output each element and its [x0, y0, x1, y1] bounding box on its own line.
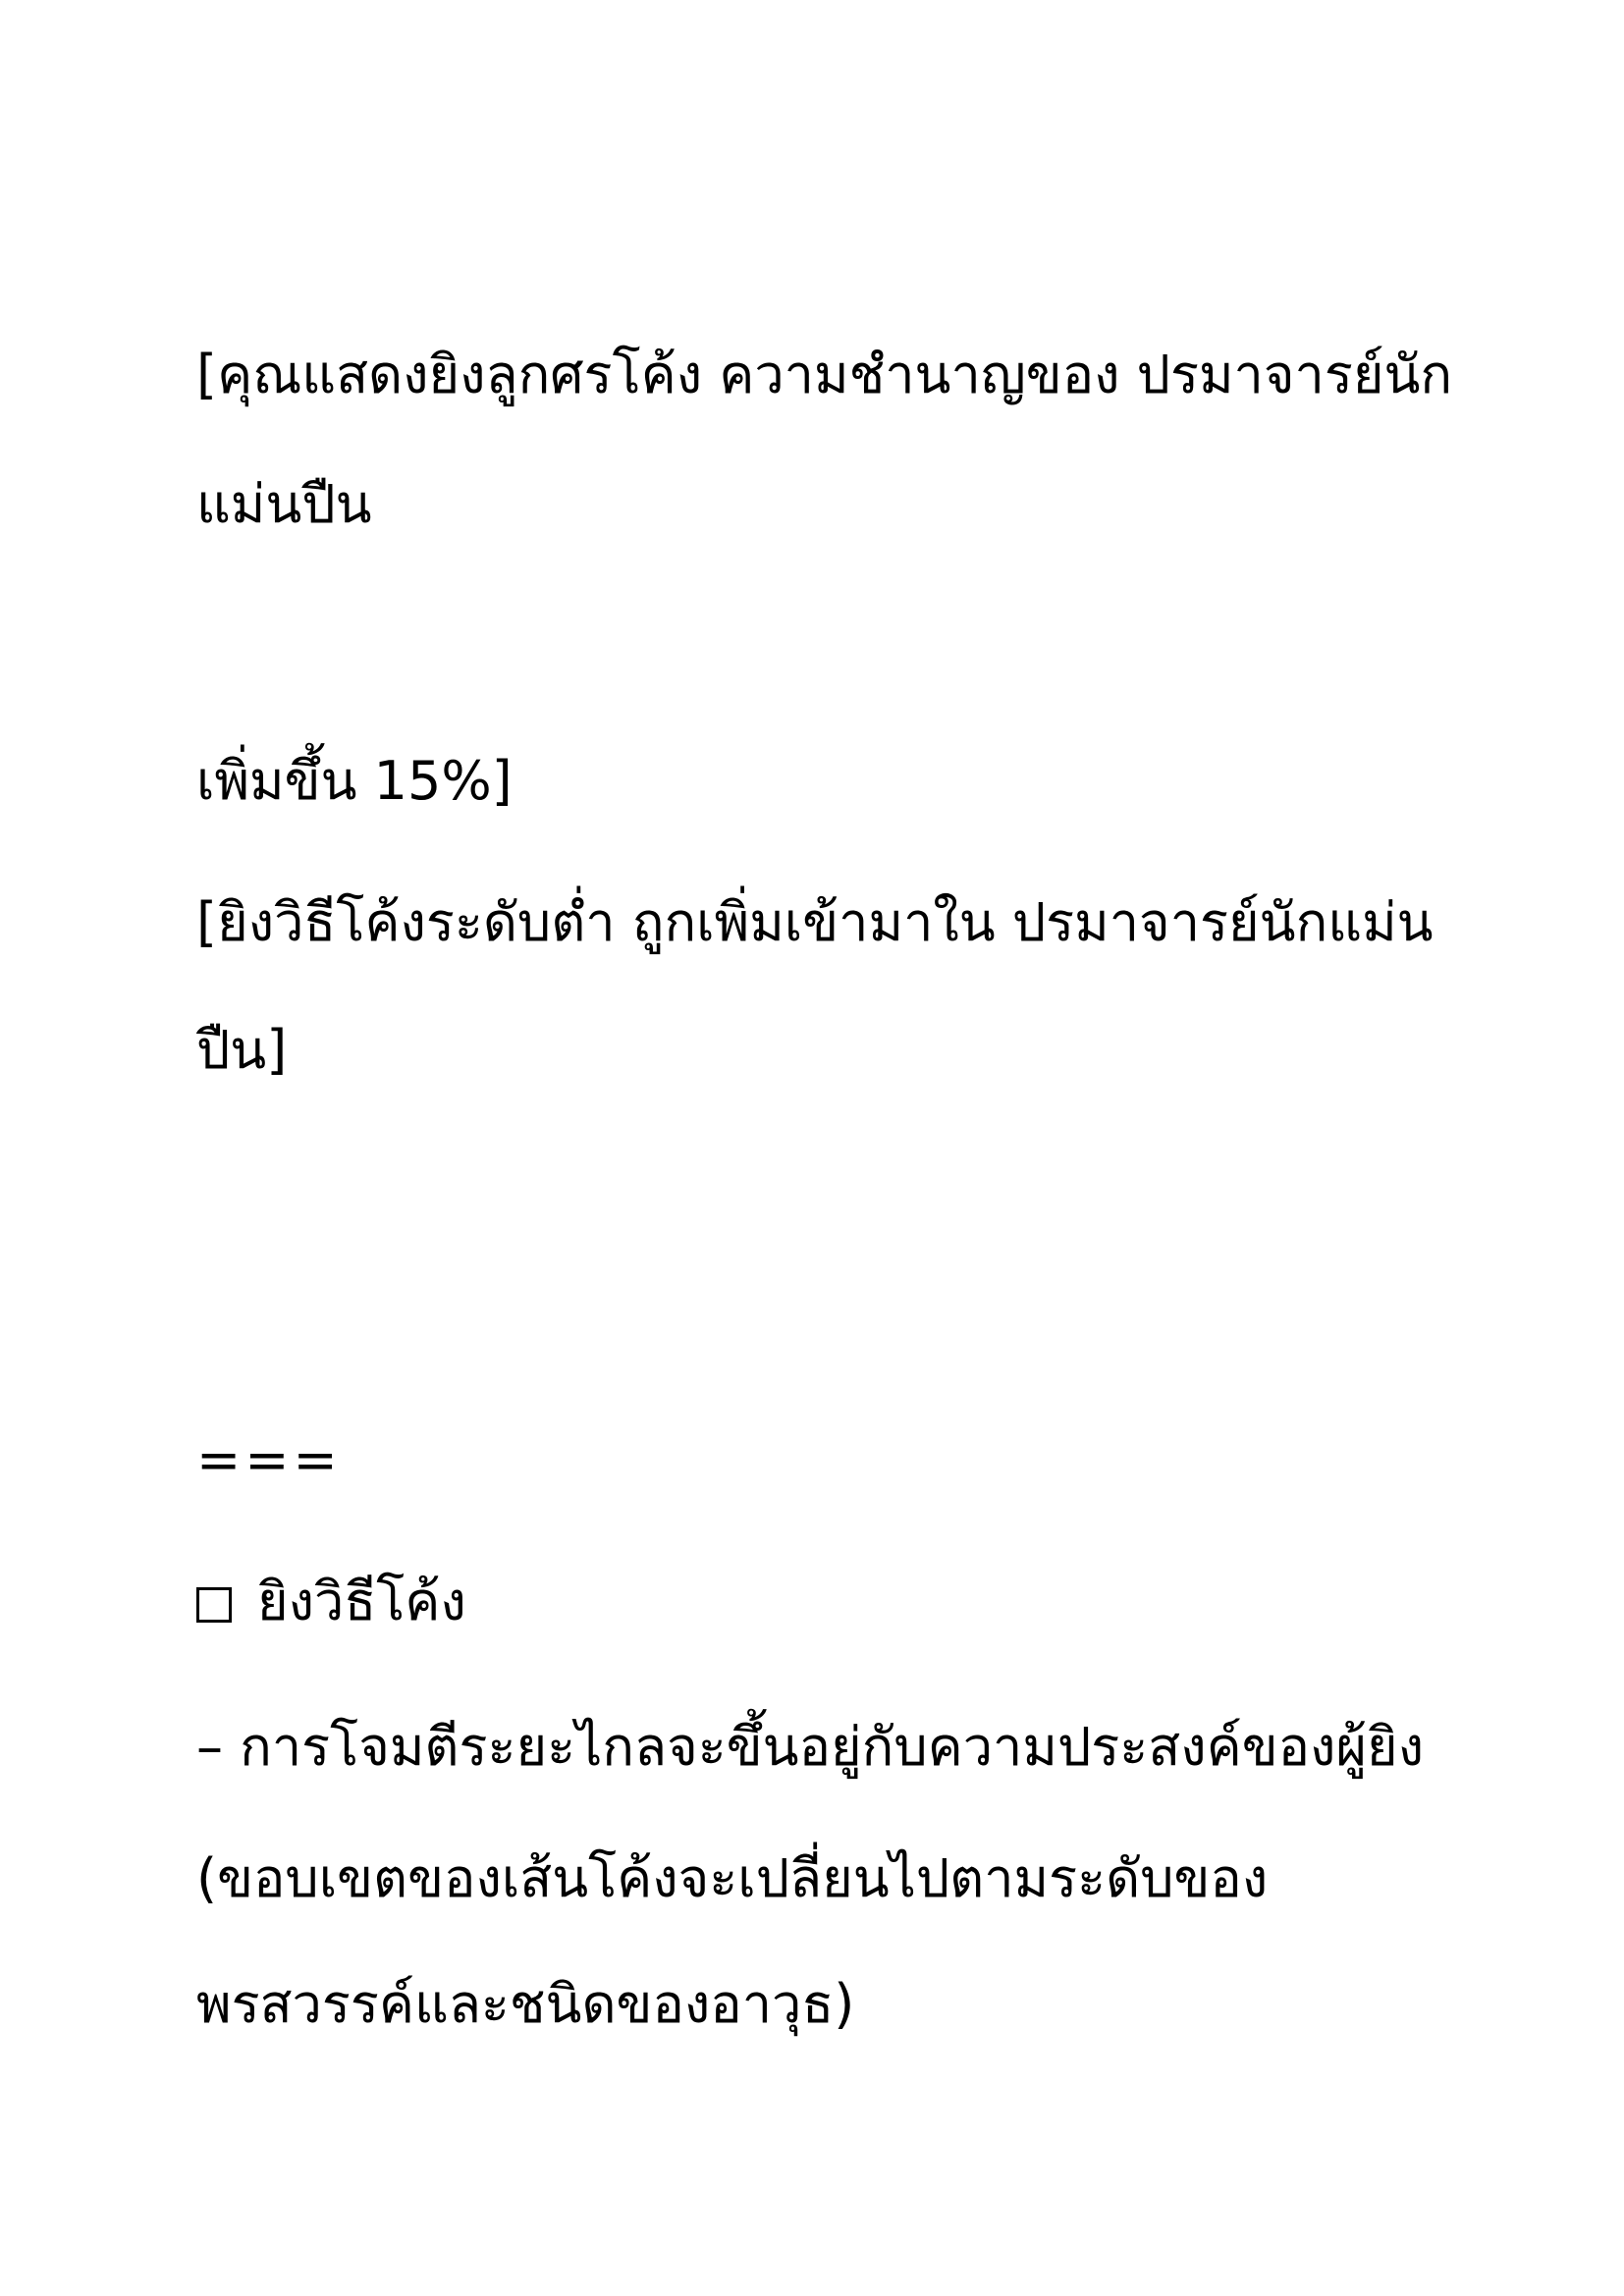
skill-heading	[196, 1573, 1473, 1630]
notification-line-5: ปืน]	[196, 1019, 288, 1081]
notification-line-4: [ยิงวิธีโค้งระดับต่ำ ถูกเพิ่มเข้ามาใน ปรมาจารย์นักแม่น	[196, 891, 1434, 953]
skill-heading-text: ยิงวิธีโค้ง	[257, 1571, 466, 1632]
skill-description-line-2: (ขอบเขตของเส้นโค้งจะเปลี่ยนไปตามระดับของ	[196, 1847, 1269, 1909]
skill-description-line-3: พรสวรรค์และชนิดของอาวุธ)	[196, 1973, 855, 2035]
notification-line-1: [คุณแสดงยิงลูกศรโค้ง ความชำนาญของ ปรมาจารย์นัก	[196, 344, 1453, 405]
notification-line-2: แม่นปืน	[196, 473, 372, 535]
notification-line-3: เพิ่มขึ้น 15%]	[196, 750, 513, 812]
section-divider: ===	[196, 1429, 342, 1491]
skill-description-line-1: – การโจมตีระยะไกลจะขึ้นอยู่กับความประสงค์ของผู้ยิง	[196, 1716, 1425, 1778]
empty-square-icon	[196, 1587, 232, 1623]
